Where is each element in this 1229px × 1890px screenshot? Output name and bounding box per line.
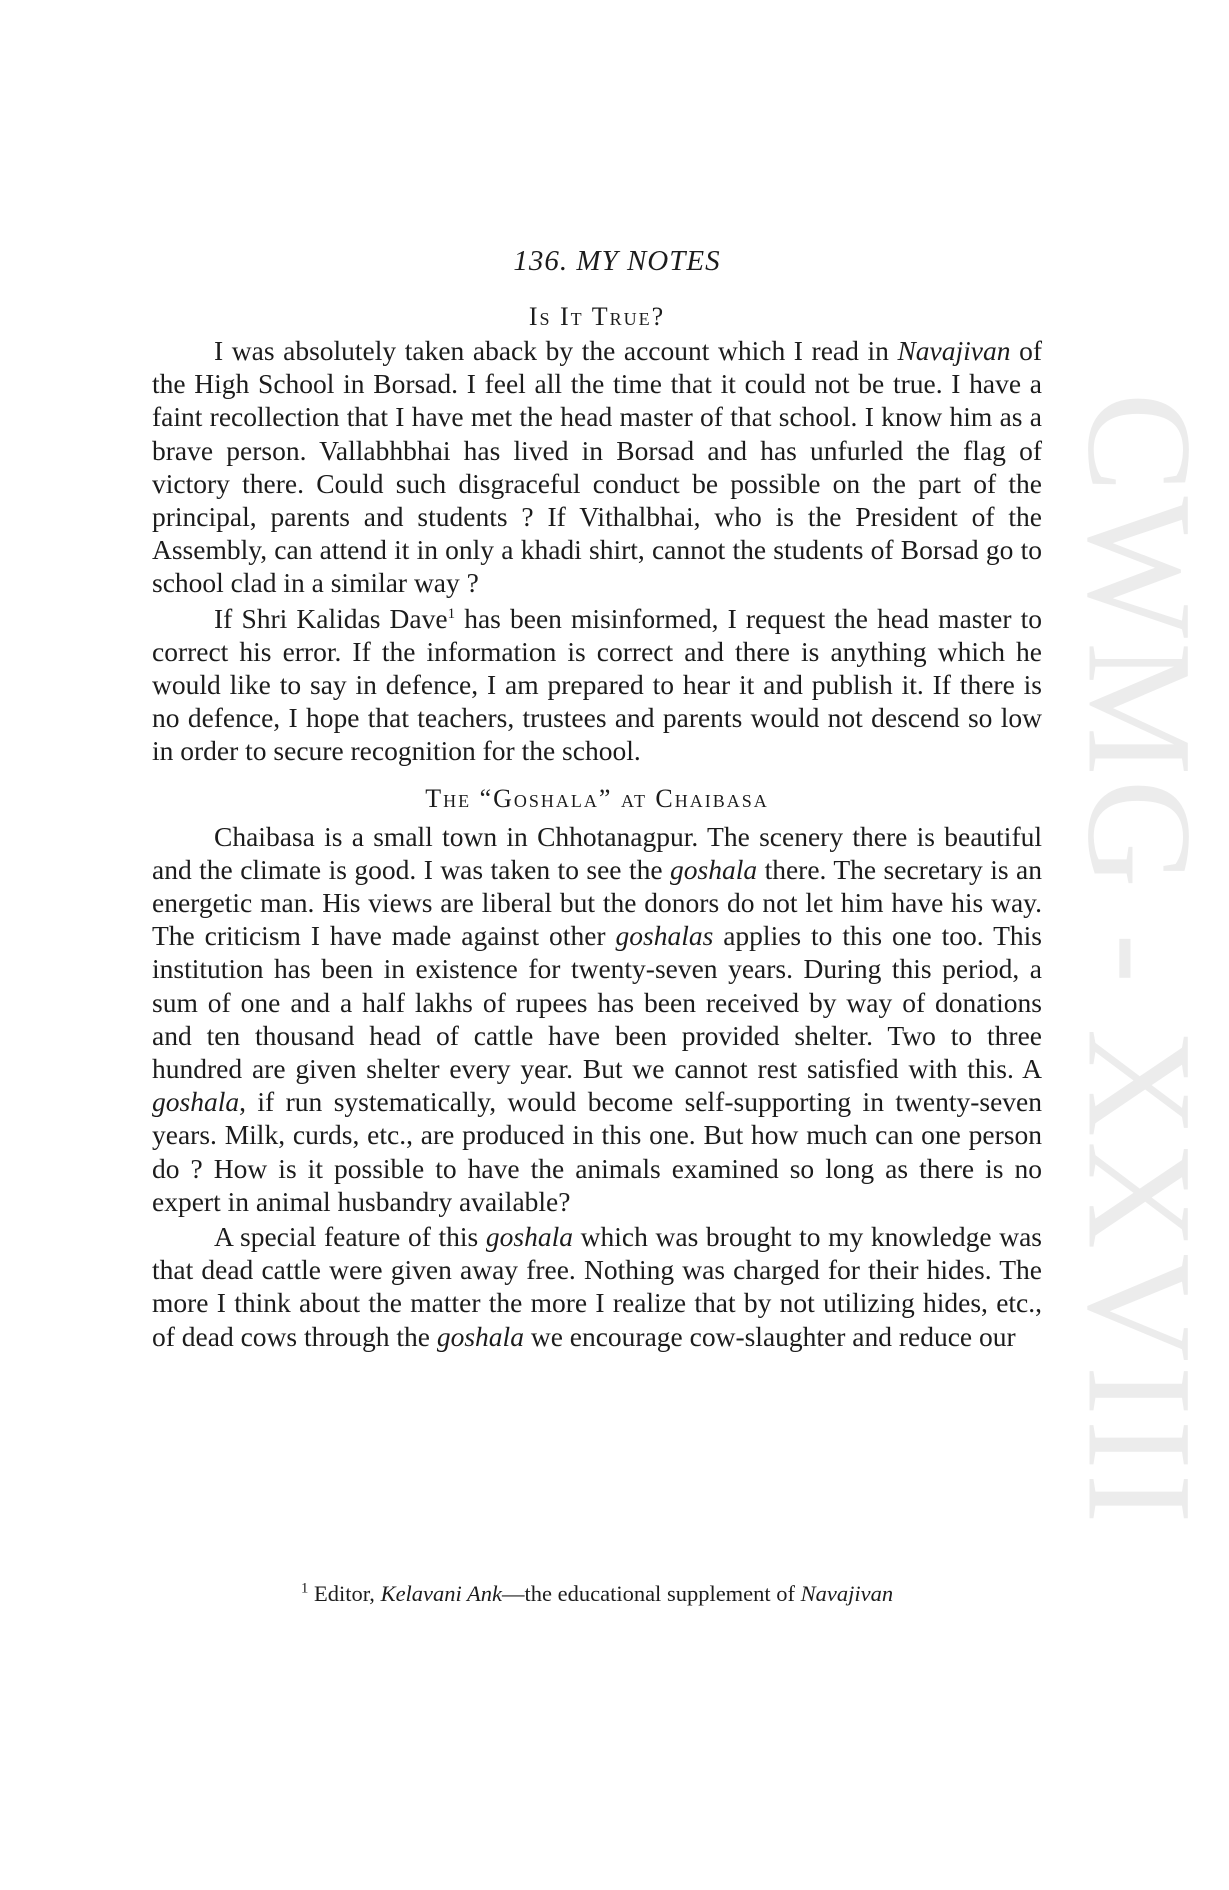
italic-term: goshalas	[615, 920, 714, 952]
text-run: there. The secretary is an energetic man. His views are liberal but the donors do not let him have his way. The criticism I have made against other	[152, 853, 1042, 952]
text-run: which was brought to my knowledge was that dead cattle were given away free. Nothing was charged for their hides. The more I think about the matter the more I realize that by not utilizing hides, etc., of dead cows through the	[152, 1221, 1043, 1352]
text-run: of the High School in Borsad. I feel all the time that it could not be true. I have a faint recollection that I have met the head master of that school. I know him as a brave person. Vallabhbhai has lived in Borsad and has unfurled the flag of victory there. Could such disgraceful conduct be possible on the part of the principal, parents and students ? If Vithalbhai, who is the President of the Assembly, can attend it in only a khadi shirt, cannot the students of Borsad go to school clad in a similar way ?	[152, 335, 1042, 599]
section-heading-is-it-true: Is It True?	[528, 302, 666, 331]
text-run: Editor,	[308, 1581, 381, 1606]
text-run: A special feature of this	[214, 1221, 486, 1253]
text-run: has been misinformed, I request the head master to correct his error. If the information is correct and there is anything which he would like to say in defence, I am prepared to hear it and publish it. If there is no defence, I hope that teachers, trustees and parents would not descend so low in order to secure recognition for the school.	[152, 602, 1042, 767]
footnote-number: 1	[300, 1580, 309, 1597]
paragraph	[152, 820, 1042, 1218]
paragraph	[152, 602, 1042, 768]
text-run: applies to this one too. This institution has been in existence for twenty-seven years. During this period, a sum of one and a half lakhs of rupees has been received by way of donations and ten thousand head of cattle have been provided shelter. Two to three hundred are given shelter every year. But we cannot rest satisfied with this. A	[152, 920, 1042, 1085]
watermark	[1057, 392, 1224, 1528]
italic-term: goshala	[152, 1086, 240, 1118]
italic-term: goshala	[670, 853, 758, 885]
text-run: —the educational supplement of	[502, 1581, 801, 1606]
watermark-text: CWMG - XXVIII	[1057, 392, 1224, 1528]
text-run: Chaibasa is a small town in Chhotanagpur. The scenery there is beautiful and the climate is good. I was taken to see the	[152, 820, 1042, 885]
text-run: If Shri Kalidas Dave	[214, 602, 448, 634]
text-column	[152, 245, 1042, 1353]
chapter-title: 136. MY NOTES	[513, 245, 721, 277]
italic-term: Navajivan	[897, 335, 1011, 366]
paragraph	[152, 1220, 1042, 1353]
text-run: I was absolutely taken aback by the account which I read in	[214, 335, 898, 366]
italic-term: Kelavani Ank	[380, 1581, 502, 1606]
text-run: we encourage cow-slaughter and reduce our	[523, 1320, 1016, 1352]
section-heading-goshala: The “Goshala” at Chaibasa	[425, 783, 769, 813]
text-run: , if run systematically, would become self-supporting in twenty-seven years. Milk, curds, etc., are produced in this one. But how much can one person do ? How is it possible to have the animals examined so long as there is no expert in animal husbandry available?	[152, 1086, 1042, 1217]
paragraph	[152, 334, 1042, 600]
footnote-reference: 1	[447, 605, 456, 622]
footnote	[152, 1580, 1042, 1608]
italic-term: goshala	[485, 1221, 573, 1253]
italic-term: goshala	[436, 1320, 524, 1352]
italic-term: Navajivan	[800, 1581, 894, 1606]
